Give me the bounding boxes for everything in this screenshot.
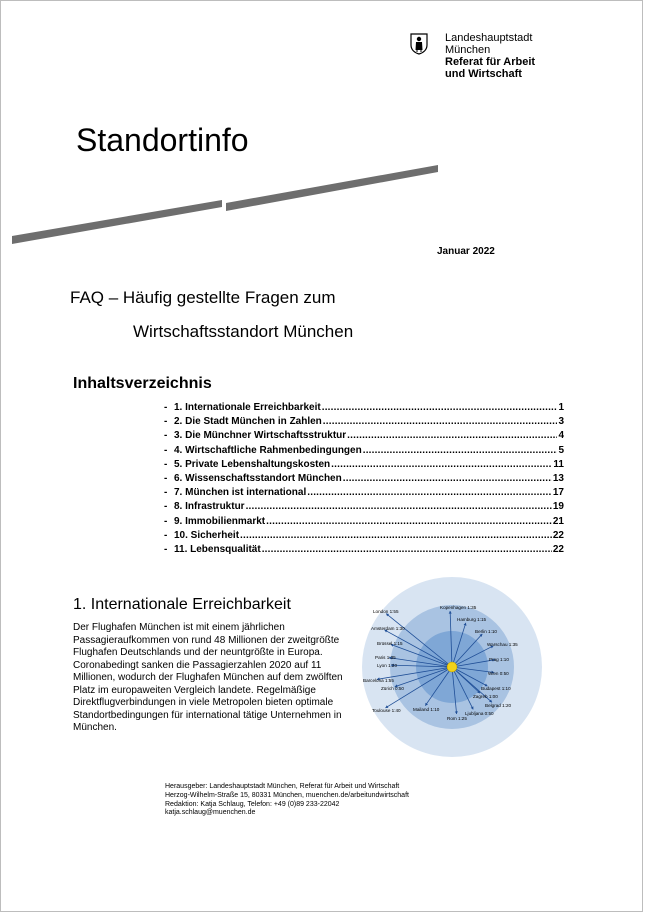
destination-label: Kopenhagen 1:35	[440, 605, 477, 610]
toc-entry-page: 22	[552, 529, 564, 541]
toc-bullet: -	[164, 515, 168, 527]
toc-bullet: -	[164, 416, 168, 428]
toc-bullet: -	[164, 472, 168, 484]
toc-bullet: -	[164, 430, 168, 442]
toc-leader-dots	[331, 459, 552, 470]
toc-entry[interactable]	[164, 487, 564, 501]
department-line2: und Wirtschaft	[445, 68, 522, 80]
toc-bullet: -	[164, 402, 168, 413]
toc-entry-label: 9. Immobilienmarkt	[174, 515, 266, 527]
toc-entry-label: 8. Infrastruktur	[174, 501, 245, 513]
toc-leader-dots	[323, 416, 558, 427]
destination-label: Belgrad 1:20	[485, 703, 512, 708]
toc-entry-page: 11	[553, 458, 564, 470]
toc-entry-label: 1. Internationale Erreichbarkeit	[174, 402, 321, 413]
toc-entry[interactable]	[164, 445, 564, 459]
toc-entry-label: 6. Wissenschaftsstandort München	[174, 472, 342, 484]
toc-bullet: -	[164, 529, 168, 541]
destination-label: Zürich 0:50	[381, 686, 404, 691]
toc-entry[interactable]	[164, 402, 564, 416]
footer-address: Herzog-Wilhelm-Straße 15, 80331 München, muenchen.de/arbeitundwirtschaft	[165, 791, 409, 799]
toc-leader-dots	[266, 516, 552, 527]
destination-label: Prag 1:10	[489, 657, 509, 662]
section-heading: 1. Internationale Erreichbarkeit	[73, 596, 291, 613]
toc-entry[interactable]	[164, 459, 564, 473]
toc-entry-page: 17	[552, 487, 564, 499]
flight-times-diagram	[357, 577, 563, 757]
imprint-footer	[165, 783, 409, 818]
toc-heading: Inhaltsverzeichnis	[73, 375, 212, 392]
toc-leader-dots	[246, 501, 552, 512]
footer-editor: Redaktion: Katja Schlaug, Telefon: +49 (0)89 233-22042	[165, 800, 340, 808]
destination-label: Ljubljana 0:50	[465, 711, 494, 716]
toc-entry-page: 22	[552, 543, 564, 555]
org-name-line1: Landeshauptstadt	[445, 32, 533, 44]
destination-label: Amsterdam 1:30	[371, 626, 405, 631]
toc-leader-dots	[307, 487, 552, 498]
toc-leader-dots	[240, 530, 552, 541]
toc-entry-label: 4. Wirtschaftliche Rahmenbedingungen	[174, 444, 362, 456]
toc-bullet: -	[164, 501, 168, 513]
toc-bullet: -	[164, 487, 168, 499]
table-of-contents	[164, 402, 564, 558]
toc-leader-dots	[363, 445, 558, 456]
org-name-line2: München	[445, 44, 491, 56]
toc-entry-page: 21	[552, 515, 564, 527]
footer-publisher: Herausgeber: Landeshauptstadt München, Referat für Arbeit und Wirtschaft	[165, 783, 400, 790]
destination-label: Mailand 1:10	[413, 707, 440, 712]
destination-label: Brüssel 1:15	[377, 641, 403, 646]
document-title-line2: Wirtschaftsstandort München	[133, 322, 354, 341]
destination-label: Budapest 1:10	[481, 686, 511, 691]
toc-entry-label: 11. Lebensqualität	[174, 543, 261, 555]
publication-date: Januar 2022	[437, 246, 495, 257]
destination-label: Hamburg 1:15	[457, 617, 487, 622]
toc-entry[interactable]	[164, 416, 564, 430]
footer-email: katja.schlaug@muenchen.de	[165, 809, 256, 817]
destination-label: Paris 1:35	[375, 655, 396, 660]
toc-entry[interactable]	[164, 501, 564, 515]
toc-entry-label: 7. München ist international	[174, 487, 307, 499]
toc-entry-page: 1	[558, 402, 564, 413]
toc-entry[interactable]	[164, 473, 564, 487]
document-type-title: Standortinfo	[76, 122, 249, 158]
destination-label: Berlin 1:10	[475, 629, 497, 634]
header-organization	[445, 32, 535, 80]
toc-entry-page: 3	[558, 416, 564, 428]
toc-entry-label: 3. Die Münchner Wirtschaftsstruktur	[174, 430, 347, 442]
munich-coat-of-arms-logo	[410, 33, 428, 60]
toc-leader-dots	[322, 402, 558, 413]
destination-label: London 1:55	[373, 609, 399, 614]
toc-entry-label: 5. Private Lebenshaltungskosten	[174, 458, 331, 470]
department-line1: Referat für Arbeit	[445, 56, 536, 68]
destination-label: Wien 0:50	[488, 671, 509, 676]
destination-label: Rom 1:25	[447, 716, 467, 721]
toc-bullet: -	[164, 543, 168, 555]
toc-entry-page: 4	[558, 430, 564, 442]
toc-entry-label: 10. Sicherheit	[174, 529, 240, 541]
destination-label: Lyon 1:20	[377, 663, 398, 668]
toc-leader-dots	[262, 544, 552, 555]
toc-entry[interactable]	[164, 544, 564, 558]
section-body-text: Der Flughafen München ist mit einem jährlichen Passagieraufkommen von rund 48 Millionen der zweitgrößte Flughafen Deutschlands und der neuntgrößte in Europa. Coronabedingt sanken die Passagierzahlen 2020 auf 11 Millionen, wodurch der Flughafen München auf dem zwölften Platz im europaweiten Vergleich landete. Regelmäßige Direktflugverbindungen in viele Metropolen bieten optimale Standortbedingungen für international tätige Unternehmen in München.	[73, 622, 343, 733]
toc-leader-dots	[343, 473, 552, 484]
toc-leader-dots	[347, 430, 557, 441]
toc-entry[interactable]	[164, 430, 564, 444]
toc-bullet: -	[164, 444, 168, 456]
document-title-line1: FAQ – Häufig gestellte Fragen zum	[70, 288, 336, 307]
toc-bullet: -	[164, 458, 168, 470]
toc-entry-page: 5	[558, 444, 564, 456]
destination-label: Zagreb 1:00	[473, 694, 498, 699]
destination-label: Barcelona 1:55	[363, 678, 394, 683]
toc-entry-label: 2. Die Stadt München in Zahlen	[174, 416, 322, 428]
destination-label: Warschau 1:35	[487, 642, 518, 647]
munich-center-marker	[447, 662, 457, 672]
toc-entry[interactable]	[164, 516, 564, 530]
destination-label: Toulouse 1:40	[372, 708, 401, 713]
toc-entry-page: 13	[552, 472, 564, 484]
toc-entry[interactable]	[164, 530, 564, 544]
toc-entry-page: 19	[552, 501, 564, 513]
